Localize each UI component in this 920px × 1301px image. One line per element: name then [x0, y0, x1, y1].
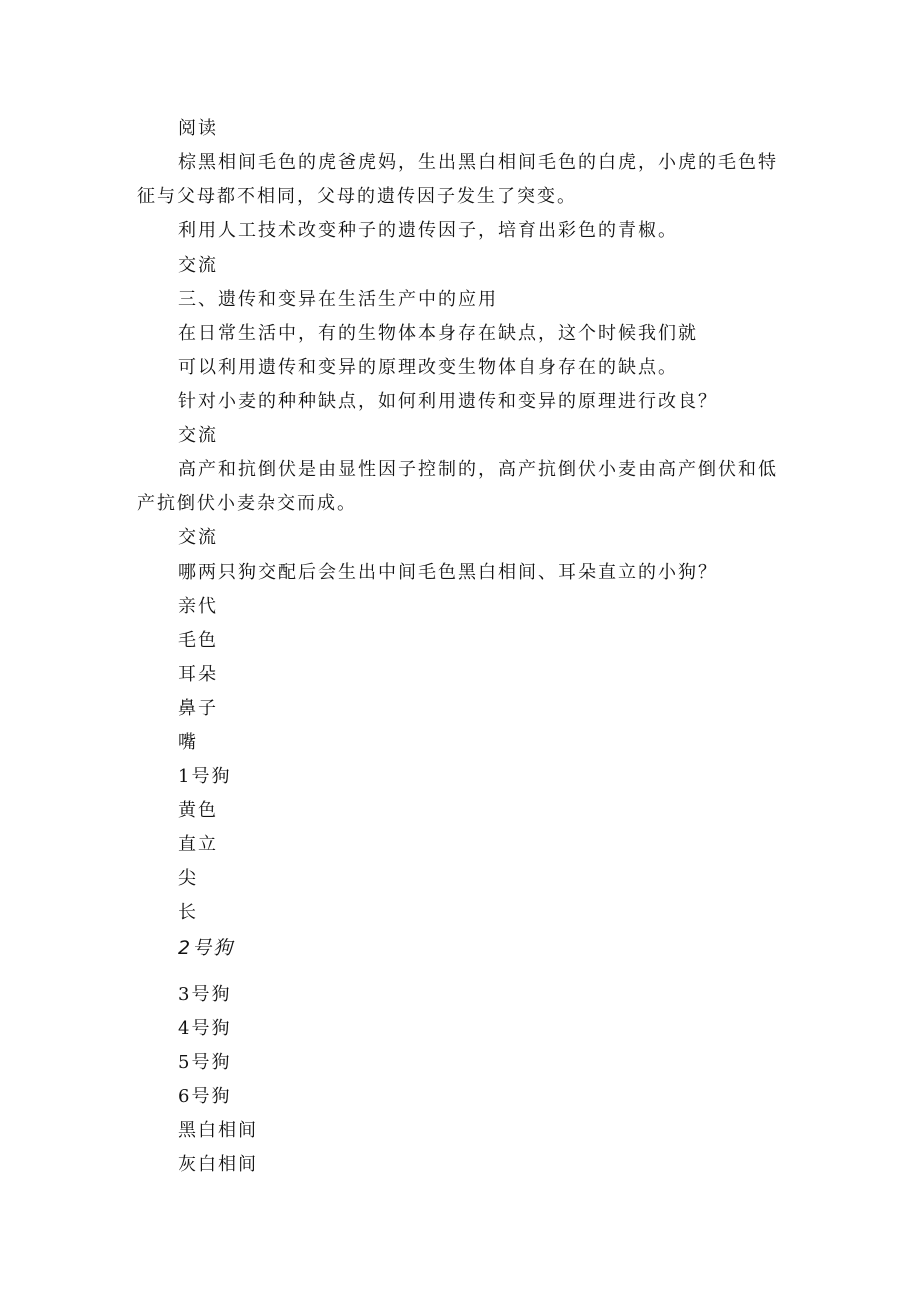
table-cell: 嘴	[178, 732, 198, 753]
table-cell: 2号狗	[178, 937, 235, 959]
table-cell: 3号狗	[178, 984, 232, 1005]
question-text: 针对小麦的种种缺点，如何利用遗传和变异的原理进行改良？	[178, 391, 718, 412]
table-cell: 鼻子	[178, 698, 218, 719]
table-cell: 毛色	[178, 630, 218, 651]
table-cell: 直立	[178, 834, 218, 855]
table-cell: 亲代	[178, 596, 218, 617]
table-cell: 4号狗	[178, 1018, 232, 1039]
table-cell: 1号狗	[178, 766, 232, 787]
paragraph-text: 在日常生活中，有的生物体本身存在缺点，这个时候我们就	[178, 323, 698, 344]
table-cell: 黄色	[178, 800, 218, 821]
paragraph-text: 可以利用遗传和变异的原理改变生物体自身存在的缺点。	[178, 357, 678, 378]
table-cell: 耳朵	[178, 664, 218, 685]
table-cell: 5号狗	[178, 1052, 232, 1073]
paragraph-text: 产抗倒伏小麦杂交而成。	[137, 493, 357, 514]
paragraph-text: 利用人工技术改变种子的遗传因子，培育出彩色的青椒。	[178, 220, 678, 241]
question-text: 哪两只狗交配后会生出中间毛色黑白相间、耳朵直立的小狗？	[178, 562, 718, 583]
table-cell: 黑白相间	[178, 1120, 258, 1141]
table-cell: 灰白相间	[178, 1154, 258, 1175]
exchange-heading: 交流	[178, 255, 218, 276]
reading-heading: 阅读	[178, 118, 218, 139]
paragraph-text: 征与父母都不相同，父母的遗传因子发生了突变。	[137, 186, 577, 207]
section-title: 三、遗传和变异在生活生产中的应用	[178, 289, 498, 310]
exchange-heading: 交流	[178, 425, 218, 446]
exchange-heading: 交流	[178, 527, 218, 548]
table-cell: 尖	[178, 868, 198, 889]
paragraph-text: 高产和抗倒伏是由显性因子控制的，高产抗倒伏小麦由高产倒伏和低	[178, 459, 778, 480]
table-cell: 6号狗	[178, 1086, 232, 1107]
table-cell: 长	[178, 902, 198, 923]
paragraph-text: 棕黑相间毛色的虎爸虎妈，生出黑白相间毛色的白虎，小虎的毛色特	[178, 152, 778, 173]
